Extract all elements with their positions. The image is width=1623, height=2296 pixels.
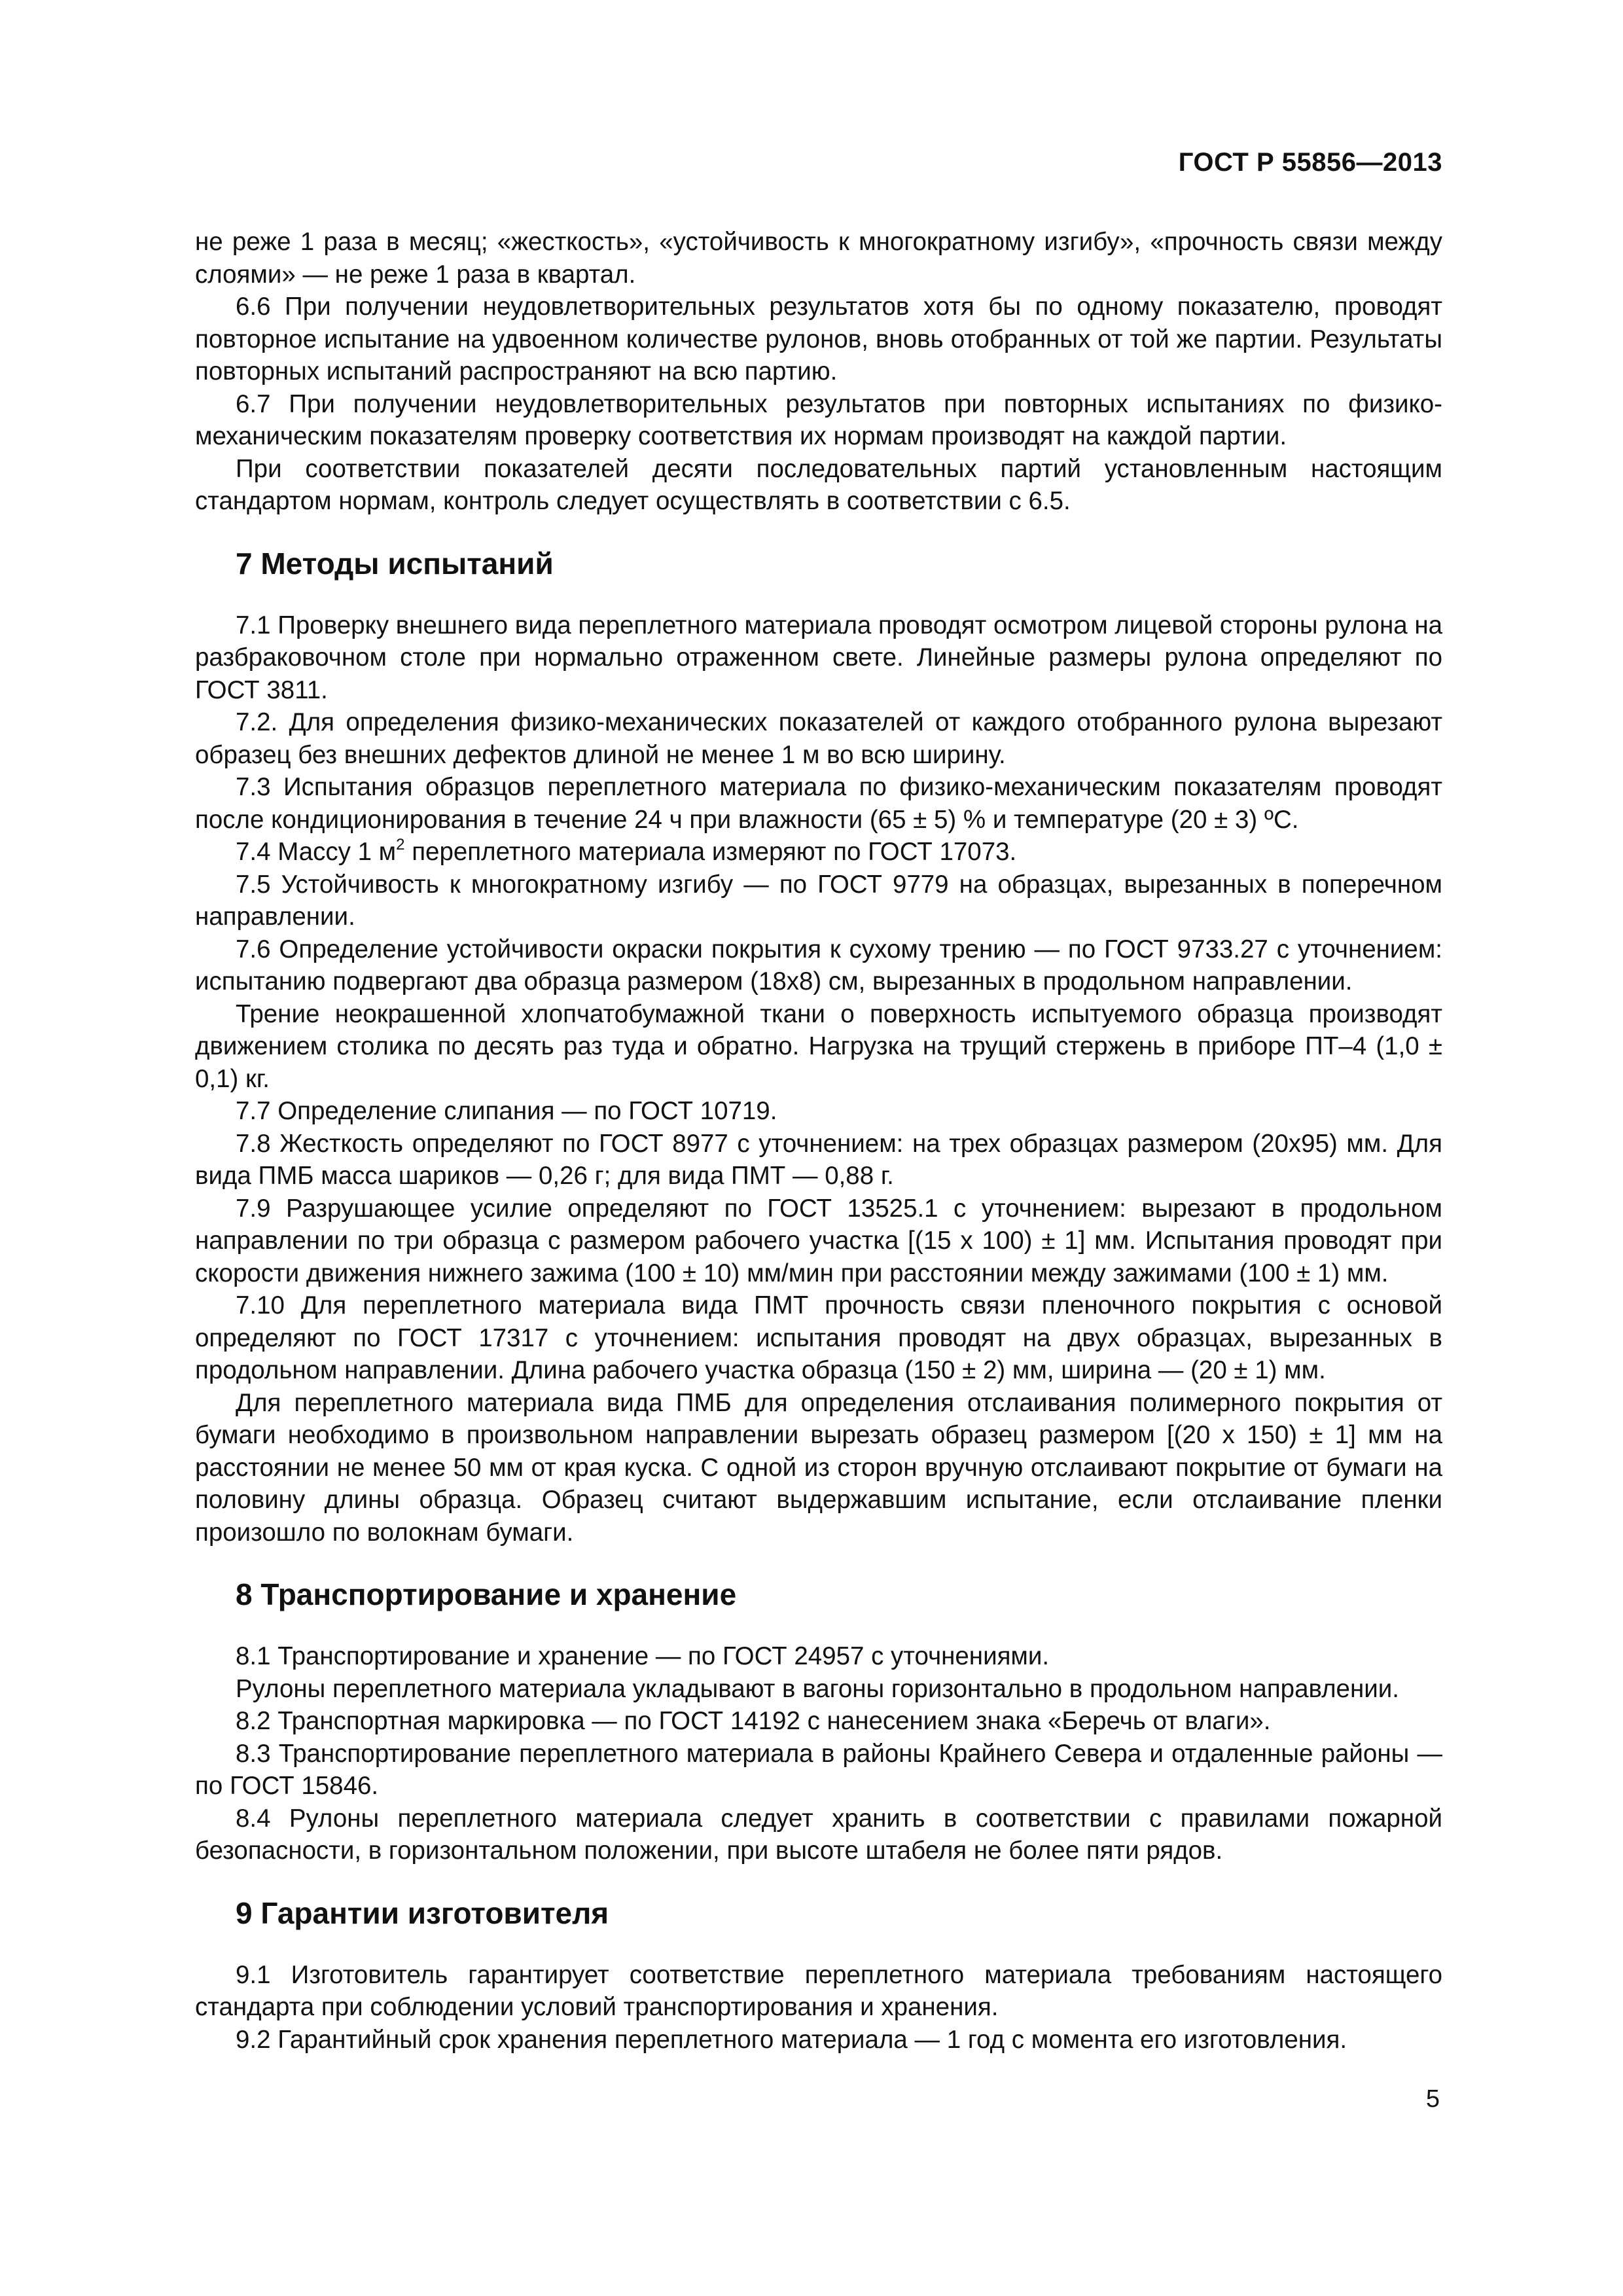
paragraph: 8.4 Рулоны переплетного материала следует хранить в соответствии с правилами пожарной безопасности, в горизонтальном положении, при высоте штабеля не более пяти рядов. [195,1804,1442,1865]
paragraph-text: 7.4 Массу 1 м [236,838,397,866]
paragraph: 8.1 Транспортирование и хранение — по ГОСТ 24957 с уточнениями. [236,1642,1050,1670]
paragraph: Для переплетного материала вида ПМБ для определения отслаивания полимерного покрытия от бумаги необходимо в произвольном направлении вырезать образец размером [(20 х 150) ± 1] мм на расстоянии не менее 50 мм от края куска. С одной из сторон вручную отслаивают покрытие от бумаги на половину длины образца. Образец считают выдержавшим испытание, если отслаивание пленки произошло по волокнам бумаги. [195,1388,1442,1547]
paragraph-text: переплетного материала измеряют по ГОСТ 17073. [404,838,1017,866]
paragraph [195,836,1442,869]
paragraph: 7.2. Для определения физико-механических показателей от каждого отобранного рулона вырезают образец без внешних дефектов длиной не менее 1 м во всю ширину. [195,708,1442,769]
paragraph: Рулоны переплетного материала укладывают в вагоны горизонтально в продольном направлении. [236,1674,1399,1703]
document-body [195,226,1442,2056]
paragraph: 7.1 Проверку внешнего вида переплетного материала проводят осмотром лицевой стороны рулона на разбраковочном столе при нормально отраженном свете. Линейные размеры рулона определяют по ГОСТ 3811. [195,611,1442,704]
paragraph: 7.9 Разрушающее усилие определяют по ГОСТ 13525.1 с уточнением: вырезают в продольном направлении по три образца с размером рабочего участка [(15 х 100) ± 1] мм. Испытания проводят при скорости движения нижнего зажима (100 ± 10) мм/мин при расстоянии между зажимами (100 ± 1) мм. [195,1194,1442,1287]
document-code-header: ГОСТ Р 55856—2013 [1178,148,1442,177]
paragraph: 7.6 Определение устойчивости окраски покрытия к сухому трению — по ГОСТ 9733.27 с уточнением: испытанию подвергают два образца размером (18х8) см, вырезанных в продольном направлении. [195,935,1442,996]
page-number: 5 [1425,2085,1440,2113]
section-heading-7: 7 Методы испытаний [236,546,554,581]
paragraph: 7.3 Испытания образцов переплетного материала по физико-механическим показателям проводят после кондиционирования в течение 24 ч при влажности (65 ± 5) % и температуре (20 ± 3) ºС. [195,773,1442,834]
superscript: 2 [396,836,405,853]
paragraph: 7.5 Устойчивость к многократному изгибу — по ГОСТ 9779 на образцах, вырезанных в поперечном направлении. [195,870,1442,931]
section-heading-8: 8 Транспортирование и хранение [236,1577,737,1611]
paragraph: 7.8 Жесткость определяют по ГОСТ 8977 с уточнением: на трех образцах размером (20х95) мм. Для вида ПМБ масса шариков — 0,26 г; для вида ПМТ — 0,88 г. [195,1129,1442,1190]
paragraph: 9.1 Изготовитель гарантирует соответствие переплетного материала требованиям настоящего стандарта при соблюдении условий транспортирования и хранения. [195,1960,1442,2021]
paragraph: 9.2 Гарантийный срок хранения переплетного материала — 1 год с момента его изготовления. [236,2025,1347,2054]
section-heading-9: 9 Гарантии изготовителя [236,1895,609,1930]
paragraph: не реже 1 раза в месяц; «жесткость», «устойчивость к многократному изгибу», «прочность связи между слоями» — не реже 1 раза в квартал. [195,228,1442,289]
paragraph: 7.7 Определение слипания — по ГОСТ 10719. [236,1097,777,1125]
paragraph: Трение неокрашенной хлопчатобумажной ткани о поверхность испытуемого образца производят движением столика по десять раз туда и обратно. Нагрузка на трущий стержень в приборе ПТ–4 (1,0 ± 0,1) кг. [195,999,1442,1093]
paragraph: 6.7 При получении неудовлетворительных результатов при повторных испытаниях по физико-механическим показателям проверку соответствия их нормам производят на каждой партии. [195,389,1442,450]
paragraph: 8.2 Транспортная маркировка — по ГОСТ 14192 с нанесением знака «Беречь от влаги». [236,1707,1271,1735]
paragraph: 7.10 Для переплетного материала вида ПМТ прочность связи пленочного покрытия с основой определяют по ГОСТ 17317 с уточнением: испытания проводят на двух образцах, вырезанных в продольном направлении. Длина рабочего участка образца (150 ± 2) мм, ширина — (20 ± 1) мм. [195,1291,1442,1384]
paragraph: При соответствии показателей десяти последовательных партий установленным настоящим стандартом нормам, контроль следует осуществлять в соответствии с 6.5. [195,454,1442,515]
paragraph: 8.3 Транспортирование переплетного материала в районы Крайнего Севера и отдаленные районы — по ГОСТ 15846. [195,1739,1442,1800]
paragraph: 6.6 При получении неудовлетворительных результатов хотя бы по одному показателю, проводят повторное испытание на удвоенном количестве рулонов, вновь отобранных от той же партии. Результаты повторных испытаний распространяют на всю партию. [195,293,1442,386]
